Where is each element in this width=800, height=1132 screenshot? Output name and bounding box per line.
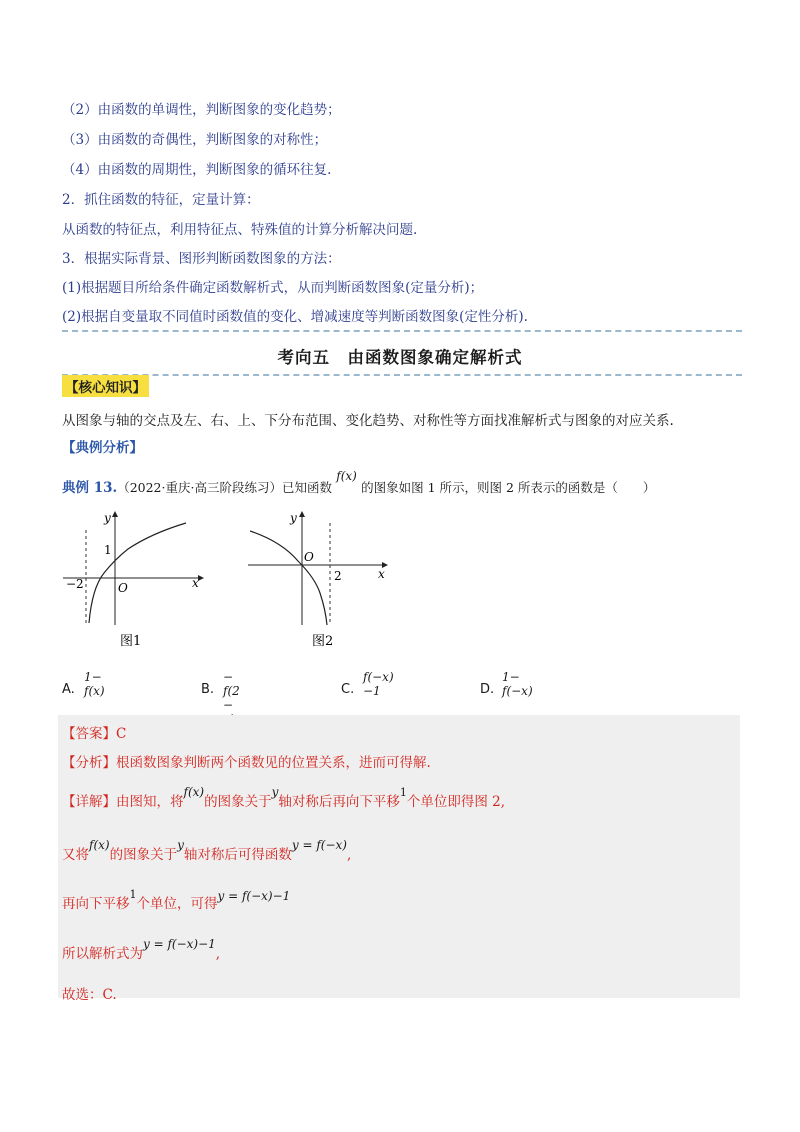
fig1-x-arrow xyxy=(198,575,204,581)
fig2-caption: 图2 xyxy=(312,634,334,649)
detail-tag: 【详解】 xyxy=(62,794,116,810)
detail3-one: 1 xyxy=(129,888,137,901)
option-c-label: C. xyxy=(341,682,355,697)
detail2-y: y xyxy=(177,838,184,852)
divider-bottom xyxy=(62,374,742,376)
option-c-expr: f(−x)−1 xyxy=(363,670,394,698)
figure-1 xyxy=(58,505,218,655)
fig1-y-tick: 1 xyxy=(104,543,112,557)
detail2-end: , xyxy=(346,847,352,863)
detail4-eq: y = f(−x)−1 xyxy=(143,937,216,951)
section-title: 考向五 由函数图象确定解析式 xyxy=(277,348,523,367)
answer-value: C xyxy=(116,726,127,742)
text-line-parity: （3）由函数的奇偶性，判断图象的对称性； xyxy=(62,132,328,148)
text-line-method-1: (1)根据题目所给条件确定函数解析式，从而判断函数图象(定量分析)； xyxy=(62,280,484,296)
problem-rest: 的图象如图 1 所示，则图 2 所表示的函数是（ ） xyxy=(361,480,656,495)
detail-y: y xyxy=(271,785,279,799)
fig2-x-label: x xyxy=(378,567,385,581)
analysis-line xyxy=(62,751,431,771)
text-line-method-2: (2)根据自变量取不同值时函数值的变化、增减速度等判断函数图象(定性分析). xyxy=(62,309,528,325)
detail-text-a: 由图知，将 xyxy=(116,794,184,810)
core-knowledge-text: 从图象与轴的交点及左、右、上、下分布范围、变化趋势、对称性等方面找准解析式与图象的对应关系. xyxy=(62,413,674,429)
problem-fx: f(x) xyxy=(336,469,357,483)
core-knowledge-tag: 【核心知识】 xyxy=(62,375,149,397)
text-line-method: 3．根据实际背景、图形判断函数图象的方法： xyxy=(62,251,341,267)
detail-line-2 xyxy=(62,838,352,863)
detail-line-3 xyxy=(62,888,291,912)
answer-tag: 【答案】 xyxy=(62,726,116,742)
analysis-tag: 【分析】 xyxy=(62,755,116,771)
fig2-y-arrow xyxy=(299,511,305,517)
problem-source: （2022·重庆·高三阶段练习）已知函数 xyxy=(117,480,332,495)
detail2-text-b: 的图象关于 xyxy=(109,847,178,863)
detail2-fx: f(x) xyxy=(89,838,110,852)
fig2-y-label: y xyxy=(290,511,297,525)
problem-label: 典例 13. xyxy=(62,480,118,496)
detail2-text-c: 轴对称后可得函数 xyxy=(183,847,292,863)
option-d-expr: 1− f(−x) xyxy=(502,670,533,698)
option-b-expr: − f(2 − xyxy=(223,670,240,712)
conclusion-line: 故选：C. xyxy=(62,987,117,1003)
detail3-text-a: 再向下平移 xyxy=(62,896,130,912)
detail-text-b: 的图象关于 xyxy=(204,794,272,810)
option-a-label: A. xyxy=(62,682,75,697)
option-a-expr: 1− f(x) xyxy=(84,670,105,698)
detail4-end: , xyxy=(215,946,221,962)
fig1-x-label: x xyxy=(192,576,199,590)
detail3-text-b: 个单位，可得 xyxy=(136,896,218,912)
divider-top xyxy=(62,330,742,332)
fig1-y-label: y xyxy=(104,511,111,525)
fig2-origin: O xyxy=(304,550,314,564)
fig1-y-arrow xyxy=(112,511,118,517)
detail-fx: f(x) xyxy=(183,785,205,799)
fig1-x-tick: −2 xyxy=(66,577,84,591)
detail-one: 1 xyxy=(399,786,407,799)
text-line-monotonic: （2）由函数的单调性，判断图象的变化趋势； xyxy=(62,102,341,118)
figure-2 xyxy=(238,505,398,655)
fig1-origin: O xyxy=(118,581,128,595)
detail3-eq: y = f(−x)−1 xyxy=(217,889,291,903)
answer-line xyxy=(62,722,126,742)
detail-line-1 xyxy=(62,785,506,810)
detail-text-d: 个单位即得图 2, xyxy=(406,794,506,810)
fig1-caption: 图1 xyxy=(120,634,142,649)
detail2-text-a: 又将 xyxy=(62,847,89,863)
detail-line-4 xyxy=(62,937,221,962)
problem-statement xyxy=(62,469,656,496)
detail-text-c: 轴对称后再向下平移 xyxy=(278,794,400,810)
text-line-period: （4）由函数的周期性，判断图象的循环往复. xyxy=(62,162,332,178)
fig1-curve xyxy=(89,523,186,623)
option-b-label: B. xyxy=(201,682,215,697)
detail2-eq: y = f(−x) xyxy=(291,838,347,852)
example-analysis-tag: 【典例分析】 xyxy=(62,440,143,456)
text-line-feature-detail: 从函数的特征点，利用特征点、特殊值的计算分析解决问题. xyxy=(62,222,418,238)
analysis-text: 根函数图象判断两个函数见的位置关系，进而可得解. xyxy=(116,755,431,771)
detail4-text-a: 所以解析式为 xyxy=(62,946,143,962)
fig2-curve xyxy=(250,531,327,625)
fig2-x-tick: 2 xyxy=(334,569,342,583)
option-d-label: D. xyxy=(480,682,495,697)
text-line-feature: 2．抓住函数的特征，定量计算： xyxy=(62,192,260,208)
